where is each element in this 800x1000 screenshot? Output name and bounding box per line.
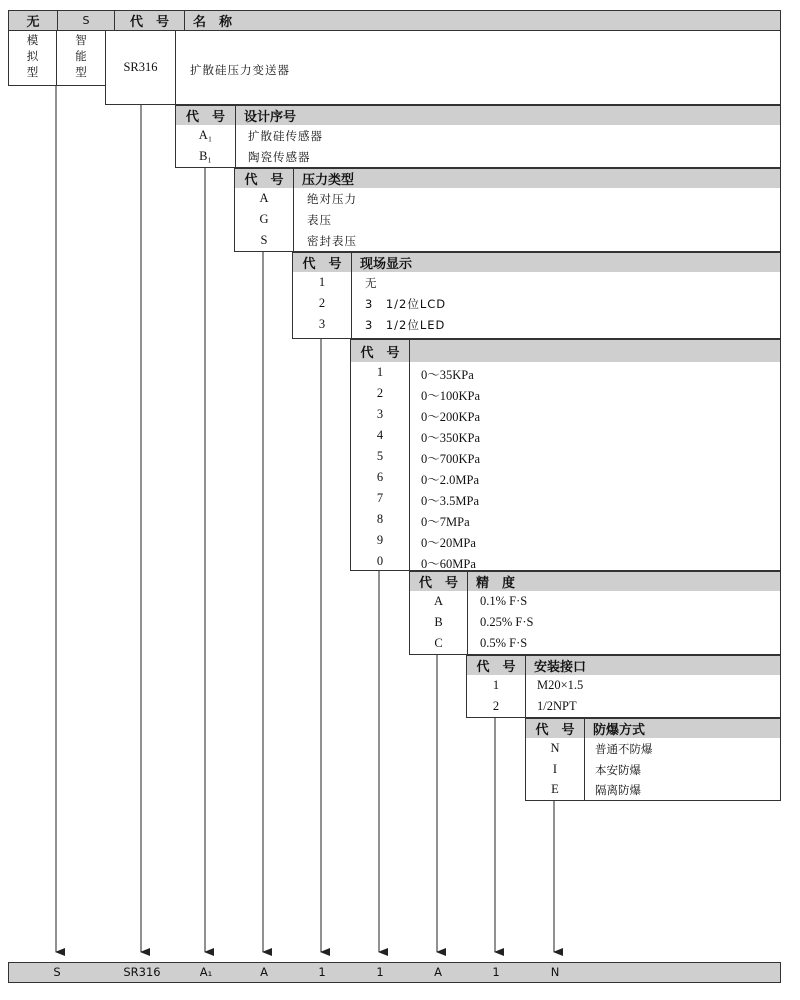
result-pressure-type: A: [260, 965, 268, 979]
result-bar: [8, 962, 781, 983]
range-desc: 0～7MPa: [421, 515, 470, 529]
accuracy-desc-3: 0.5% F·S: [480, 636, 528, 650]
design-desc-2: 陶瓷传感器: [248, 150, 311, 164]
result-design: A₁: [199, 965, 213, 979]
pressure-type-desc-2: 表压: [307, 213, 332, 227]
explosion-desc-3: 隔离防爆: [595, 783, 641, 797]
result-explosion: N: [550, 965, 560, 979]
range-desc: 0～3.5MPa: [421, 494, 479, 508]
explosion-code-1: N: [550, 741, 560, 755]
explosion-desc-1: 普通不防爆: [595, 742, 653, 756]
display-header-code: 代 号: [302, 257, 342, 272]
accuracy-header-title: 精 度: [467, 572, 781, 591]
smart-char-1: 智: [75, 33, 87, 47]
analog-char-3: 型: [26, 65, 39, 79]
pressure-type-code-1: A: [259, 191, 269, 205]
range-code: 4: [376, 428, 384, 442]
display-code-3: 3: [318, 317, 326, 331]
explosion-code-3: E: [551, 782, 559, 796]
accuracy-code-2: B: [434, 615, 443, 629]
range-desc: 0～2.0MPa: [421, 473, 479, 487]
result-model: SR316: [123, 965, 161, 979]
display-code-1: 1: [318, 275, 326, 289]
design-code-1: A₁: [198, 128, 213, 142]
result-accuracy: A: [434, 965, 442, 979]
model-name: 扩散硅压力变送器: [190, 63, 290, 77]
smart-char-3: 型: [75, 65, 87, 79]
explosion-header-code: 代 号: [535, 723, 575, 738]
pressure-type-code-2: G: [259, 212, 269, 226]
range-desc: 0～200KPa: [421, 410, 481, 424]
range-desc: 0～20MPa: [421, 536, 476, 550]
result-s: S: [53, 965, 61, 979]
display-header-title: 现场显示: [351, 253, 781, 272]
design-desc-1: 扩散硅传感器: [248, 129, 323, 143]
range-code: 2: [376, 386, 384, 400]
model-code: SR316: [123, 60, 158, 74]
analog-char-1: 模: [26, 33, 39, 47]
analog-char-2: 拟: [26, 49, 39, 63]
range-desc: 0～350KPa: [421, 431, 481, 445]
display-desc-1: 无: [365, 276, 378, 290]
design-code-2: B₁: [199, 149, 212, 163]
connection-header-title: 安装接口: [525, 656, 781, 675]
range-code: 7: [376, 491, 384, 505]
pressure-type-code-3: S: [260, 233, 268, 247]
connection-desc-1: M20×1.5: [537, 678, 584, 692]
header-code: 代 号: [114, 11, 184, 30]
connection-header-code: 代 号: [476, 660, 516, 675]
connection-code-1: 1: [492, 678, 500, 692]
accuracy-code-3: C: [434, 636, 443, 650]
smart-char-2: 能: [75, 49, 87, 63]
header-s: S: [57, 11, 114, 30]
result-display: 1: [318, 965, 326, 979]
connection-code-2: 2: [492, 699, 500, 713]
explosion-header-title: 防爆方式: [584, 719, 781, 738]
range-code: 9: [376, 533, 384, 547]
range-code: 8: [376, 512, 384, 526]
accuracy-header-code: 代 号: [418, 576, 458, 591]
explosion-code-2: I: [552, 762, 558, 776]
display-code-2: 2: [318, 296, 326, 310]
header-none: 无: [26, 15, 40, 30]
range-header-code: 代 号: [360, 345, 400, 361]
pressure-type-header-title: 压力类型: [293, 169, 781, 188]
explosion-desc-2: 本安防爆: [595, 763, 641, 777]
range-code: 0: [376, 554, 384, 568]
range-desc: 0～100KPa: [421, 389, 481, 403]
range-code: 5: [376, 449, 384, 463]
range-desc: 0～35KPa: [421, 368, 474, 382]
accuracy-desc-2: 0.25% F·S: [480, 615, 534, 629]
range-desc: 0～700KPa: [421, 452, 481, 466]
design-header-code: 代 号: [185, 110, 225, 125]
range-code: 1: [376, 365, 384, 379]
display-desc-3: 3 1/2位LED: [365, 318, 446, 332]
accuracy-desc-1: 0.1% F·S: [480, 594, 528, 608]
range-code: 3: [376, 407, 384, 421]
accuracy-code-1: A: [433, 594, 444, 608]
connection-desc-2: 1/2NPT: [537, 699, 577, 713]
design-header-title: 设计序号: [235, 106, 781, 125]
header-name: 名 称: [184, 11, 781, 30]
result-connection: 1: [492, 965, 500, 979]
result-range: 1: [376, 965, 384, 979]
pressure-type-desc-1: 绝对压力: [307, 192, 357, 206]
pressure-type-desc-3: 密封表压: [307, 234, 357, 248]
range-code: 6: [376, 470, 384, 484]
display-desc-2: 3 1/2位LCD: [365, 297, 447, 311]
pressure-type-header-code: 代 号: [244, 173, 284, 188]
range-desc: 0～60MPa: [421, 557, 476, 571]
